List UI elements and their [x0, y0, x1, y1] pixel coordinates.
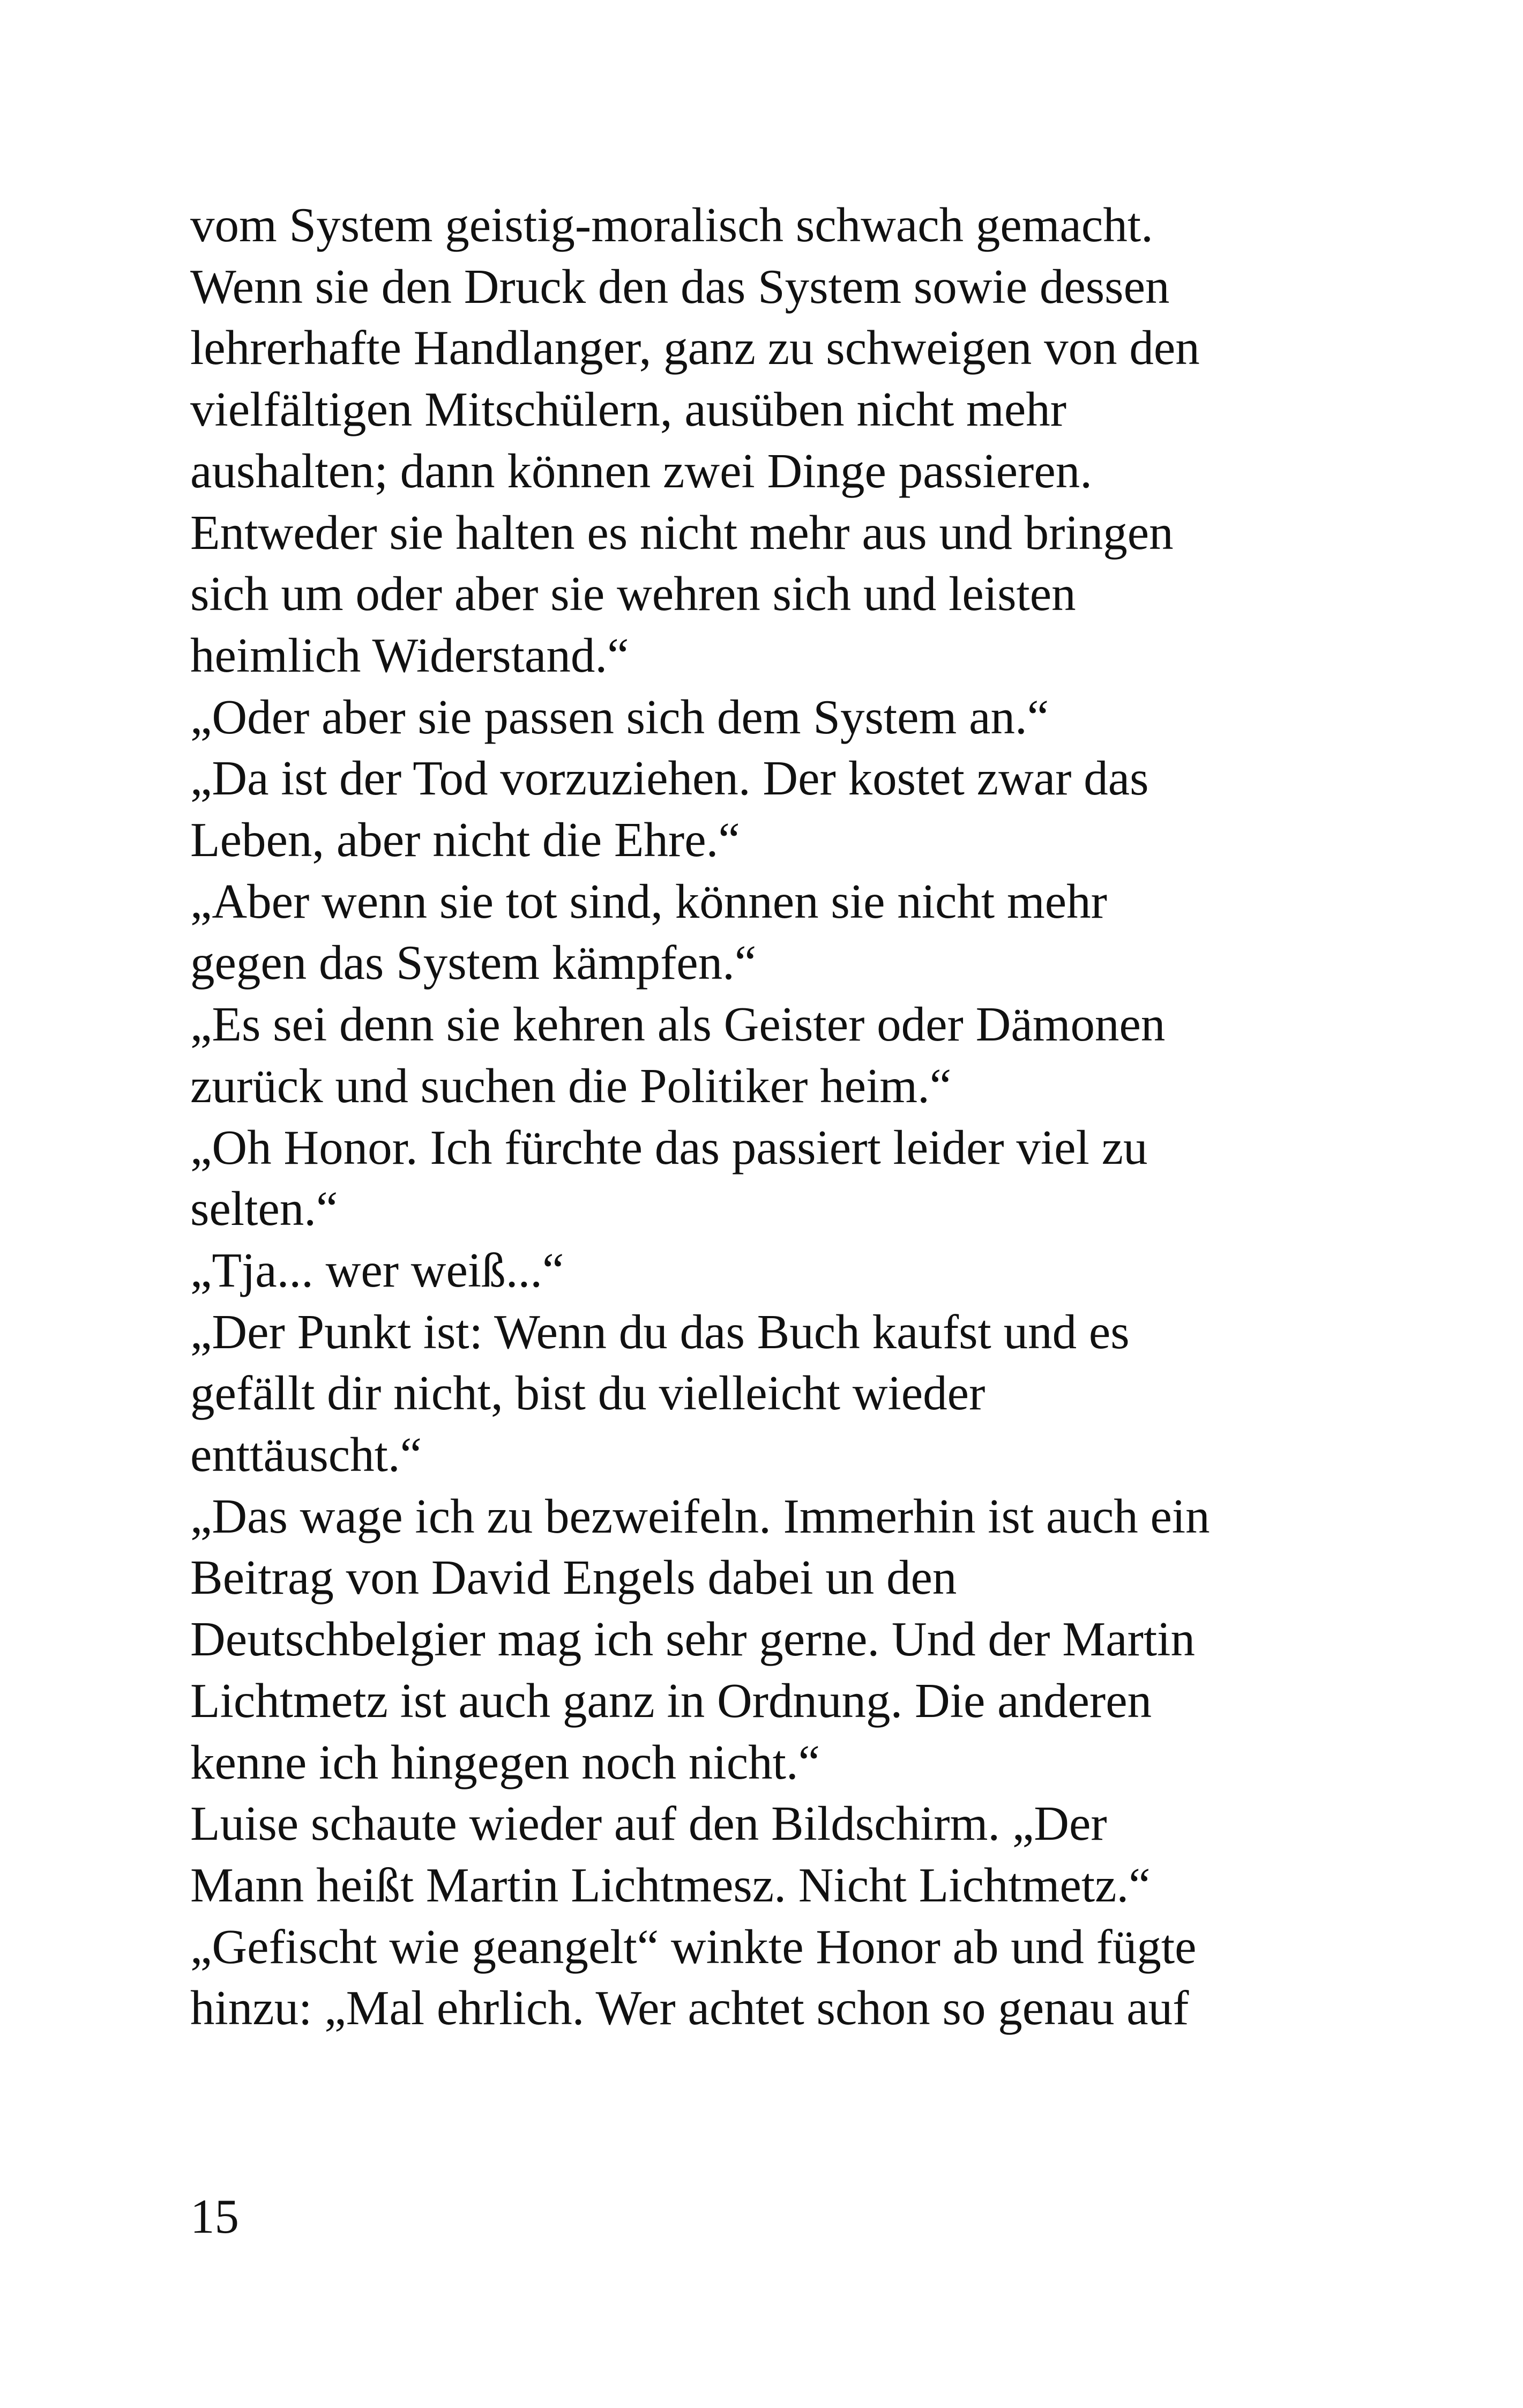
text-line: Luise schaute wieder auf den Bildschirm. „Der: [190, 1796, 1107, 1851]
text-line: gefällt dir nicht, bist du vielleicht wieder: [190, 1366, 986, 1421]
text-line: selten.“: [190, 1181, 338, 1236]
text-line: „Da ist der Tod vorzuziehen. Der kostet zwar das: [190, 751, 1149, 806]
text-line: enttäuscht.“: [190, 1428, 422, 1482]
text-line: sich um oder aber sie wehren sich und leisten: [190, 567, 1076, 621]
text-line: „Das wage ich zu bezweifeln. Immerhin ist auch ein: [190, 1489, 1210, 1543]
page-number: 15: [190, 2189, 239, 2243]
text-line: Mann heißt Martin Lichtmesz. Nicht Lichtmetz.“: [190, 1857, 1151, 1912]
text-line: Leben, aber nicht die Ehre.“: [190, 813, 740, 867]
text-line: „Gefischt wie geangelt“ winkte Honor ab und fügte: [190, 1919, 1197, 1974]
text-line: „Es sei denn sie kehren als Geister oder Dämonen: [190, 997, 1166, 1052]
text-line: Deutschbelgier mag ich sehr gerne. Und der Martin: [190, 1612, 1195, 1667]
text-line: „Oh Honor. Ich fürchte das passiert leider viel zu: [190, 1120, 1148, 1175]
text-line: lehrerhafte Handlanger, ganz zu schweigen von den: [190, 321, 1200, 375]
text-line: „Der Punkt ist: Wenn du das Buch kaufst und es: [190, 1304, 1130, 1359]
text-line: vielfältigen Mitschülern, ausüben nicht mehr: [190, 382, 1067, 437]
text-line: Wenn sie den Druck den das System sowie dessen: [190, 259, 1170, 314]
text-line: gegen das System kämpfen.“: [190, 935, 757, 990]
text-line: zurück und suchen die Politiker heim.“: [190, 1058, 952, 1113]
text-line: aushalten; dann können zwei Dinge passieren.: [190, 443, 1092, 498]
text-line: vom System geistig-moralisch schwach gemacht.: [190, 198, 1153, 252]
text-line: Beitrag von David Engels dabei un den: [190, 1550, 957, 1605]
text-line: heimlich Widerstand.“: [190, 628, 629, 682]
page-body-text: [190, 195, 1358, 2039]
text-line: „Tja... wer weiß...“: [190, 1243, 564, 1297]
text-line: Entweder sie halten es nicht mehr aus und bringen: [190, 505, 1174, 560]
text-line: „Oder aber sie passen sich dem System an.“: [190, 689, 1049, 744]
text-line: hinzu: „Mal ehrlich. Wer achtet schon so genau auf: [190, 1981, 1189, 2035]
text-line: kenne ich hingegen noch nicht.“: [190, 1735, 820, 1789]
text-line: Lichtmetz ist auch ganz in Ordnung. Die anderen: [190, 1673, 1152, 1728]
text-line: „Aber wenn sie tot sind, können sie nicht mehr: [190, 874, 1107, 928]
